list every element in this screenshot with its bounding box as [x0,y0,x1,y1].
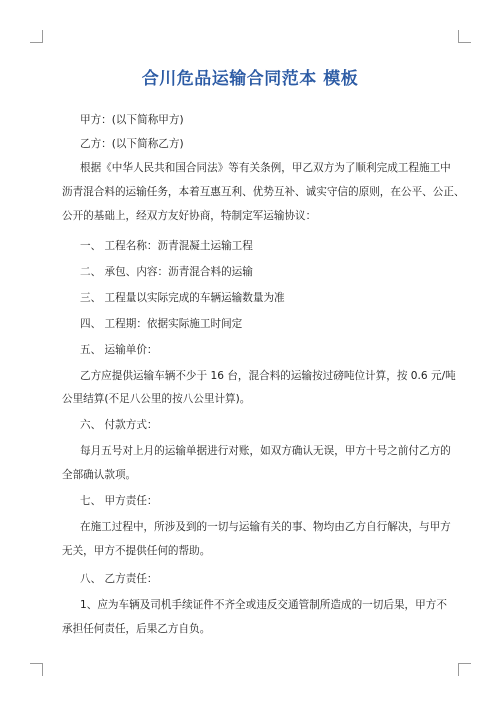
crop-mark-bottom-left [30,663,43,676]
document-title: 合川危品运输合同范本 模板 [141,69,359,89]
clause-7-text-1: 在施工过程中，所涉及到的一切与运输有关的事、物均由乙方自行解决，与甲方 [80,521,451,533]
clause-7-heading: 七、 甲方责任： [80,495,158,507]
clause-4: 四、 工程期：依据实际施工时间定 [80,318,243,330]
crop-mark-top-right [458,30,471,43]
clause-2: 二、 承包、内容：沥青混合料的运输 [80,266,253,278]
clause-7-text-2: 无关，甲方不提供任何的帮助。 [62,545,211,557]
clause-6-text-2: 全部确认款项。 [62,469,137,481]
party-a-line: 甲方：(以下简称甲方) [80,114,184,126]
clause-5-text-1: 乙方应提供运输车辆不少于 16 台，混合料的运输按过磅吨位计算，按 0.6 元/吨 [80,370,456,382]
clause-5-heading: 五、 运输单价： [80,344,158,356]
crop-mark-bottom-right [458,663,471,676]
party-b-line: 乙方：(以下简称乙方) [80,138,184,150]
clause-8-heading: 八、 乙方责任： [80,573,158,585]
preamble-line-2: 沥青混合料的运输任务，本着互惠互利、优势互补、诚实守信的原则，在公平、公正、 [62,186,465,198]
clause-8-text-2: 承担任何责任，后果乙方自负。 [62,623,211,635]
clause-1: 一、 工程名称：沥青混凝土运输工程 [80,240,253,252]
crop-mark-top-left [30,30,43,43]
preamble-line-1: 根据《中华人民共和国合同法》等有关条例，甲乙双方为了顺利完成工程施工中 [80,162,451,174]
clause-5-text-2: 公里结算(不足八公里的按八公里计算)。 [62,393,251,405]
clause-6-heading: 六、 付款方式： [80,419,158,431]
preamble-line-3: 公开的基础上，经双方友好协商，特制定军运输协议： [62,210,317,222]
clause-8-text-1: 1、应为车辆及司机手续证件不齐全或违反交通管制所造成的一切后果，甲方不 [80,599,447,611]
clause-3: 三、 工程量以实际完成的车辆运输数量为准 [80,292,285,304]
clause-6-text-1: 每月五号对上月的运输单据进行对账，如双方确认无误，甲方十号之前付乙方的 [80,445,451,457]
